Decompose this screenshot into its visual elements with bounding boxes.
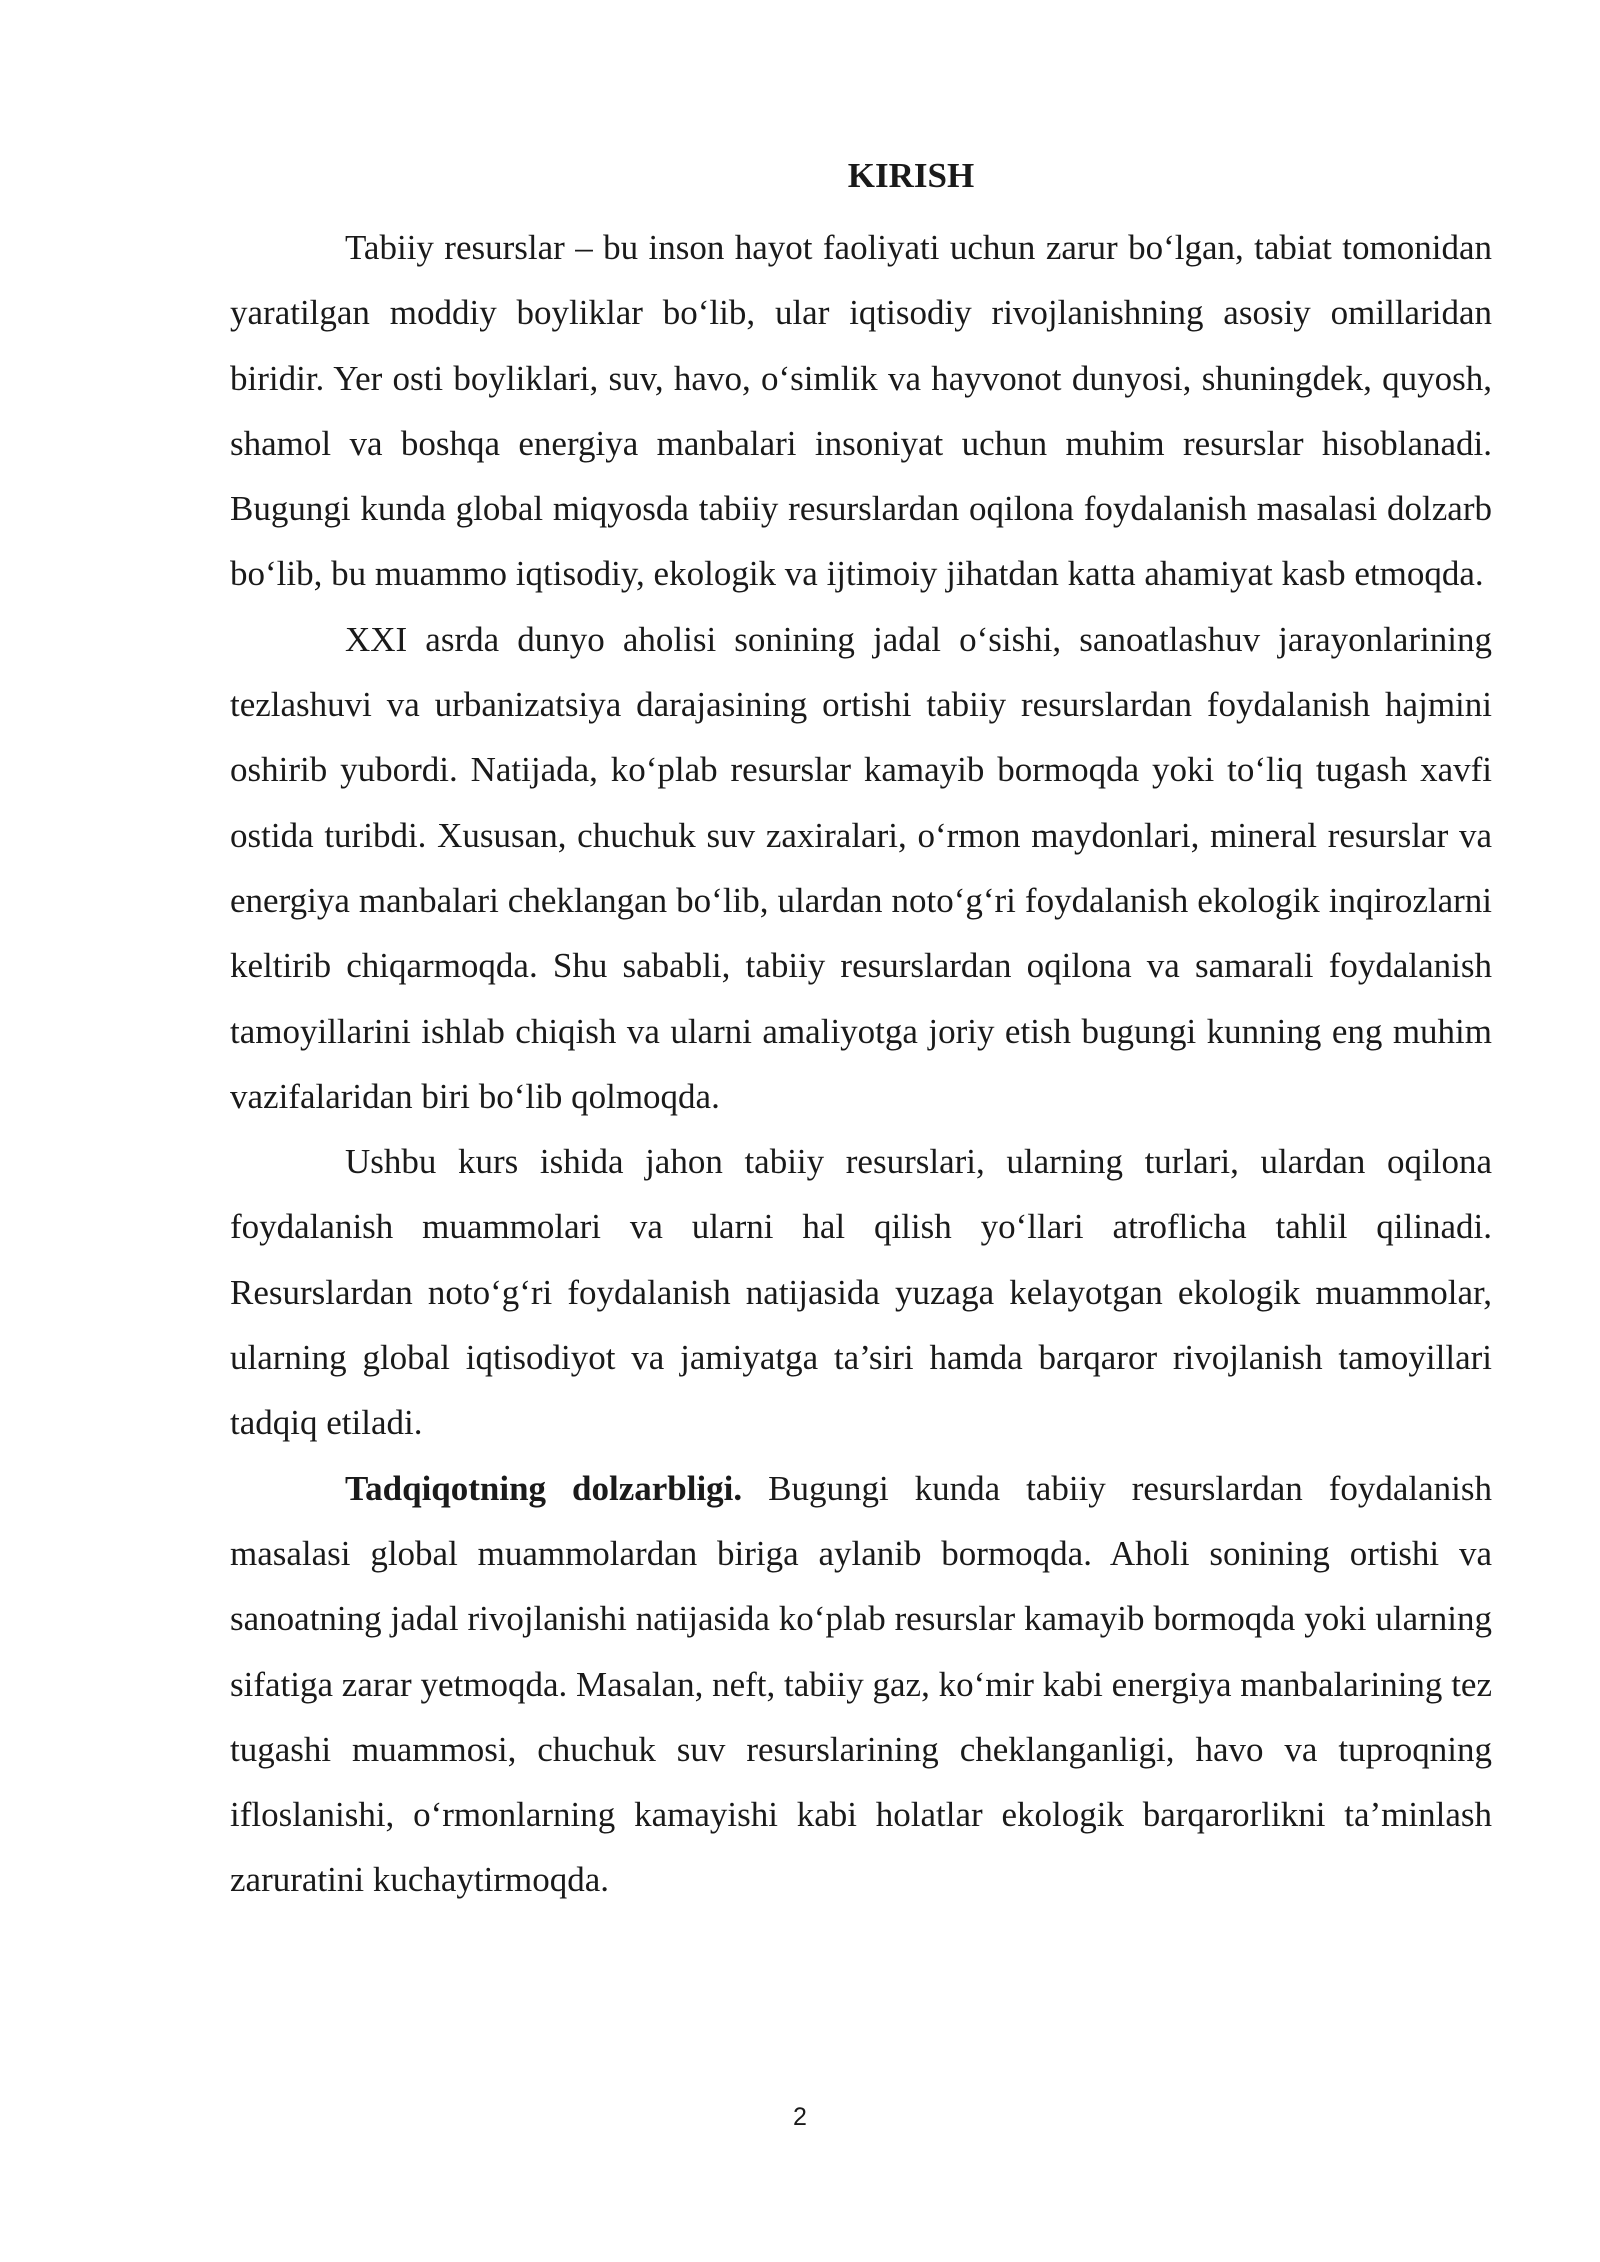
page-content — [230, 150, 1492, 1913]
paragraph-lead-label: Tadqiqotning dolzarbligi. — [345, 1468, 743, 1508]
paragraph-text: Tabiiy resurslar – bu inson hayot faoliyati uchun zarur bo‘lgan, tabiat tomonidan yaratilgan moddiy boyliklar bo‘lib, ular iqtisodiy rivojlanishning asosiy omillaridan biridir. Yer osti boyliklari, suv, havo, o‘simlik va hayvonot dunyosi, shuningdek, quyosh, shamol va boshqa energiya manbalari insoniyat uchun muhim resurslar hisoblanadi. Bugungi kunda global miqyosda tabiiy resurslardan oqilona foydalanish masalasi dolzarb bo‘lib, bu muammo iqtisodiy, ekologik va ijtimoiy jihatdan katta ahamiyat kasb etmoqda. — [230, 228, 1492, 594]
paragraph-text: XXI asrda dunyo aholisi sonining jadal o‘sishi, sanoatlashuv jarayonlarining tezlashuvi va urbanizatsiya darajasining ortishi tabiiy resurslardan foydalanish hajmini oshirib yubordi. Natijada, ko‘plab resurslar kamayib bormoqda yoki to‘liq tugash xavfi ostida turibdi. Xususan, chuchuk suv zaxiralari, o‘rmon maydonlari, mineral resurslar va energiya manbalari cheklangan bo‘lib, ulardan noto‘g‘ri foydalanish ekologik inqirozlarni keltirib chiqarmoqda. Shu sababli, tabiiy resurslardan oqilona va samarali foydalanish tamoyillarini ishlab chiqish va ularni amaliyotga joriy etish bugungi kunning eng muhim vazifalaridan biri bo‘lib qolmoqda. — [230, 619, 1492, 1116]
page-number: 2 — [793, 2103, 807, 2131]
paragraph-intro — [230, 215, 1492, 607]
paragraph-context — [230, 607, 1492, 1129]
paragraph-text: Ushbu kurs ishida jahon tabiiy resurslari, ularning turlari, ulardan oqilona foydalanish muammolari va ularni hal qilish yo‘llari atroflicha tahlil qilinadi. Resurslardan noto‘g‘ri foydalanish natijasida yuzaga kelayotgan ekologik muammolar, ularning global iqtisodiyot va jamiyatga ta’siri hamda barqaror rivojlanish tamoyillari tadqiq etiladi. — [230, 1142, 1492, 1443]
paragraph-scope — [230, 1129, 1492, 1455]
section-heading: KIRISH — [847, 156, 975, 195]
paragraph-relevance — [230, 1456, 1492, 1913]
paragraph-text: Bugungi kunda tabiiy resurslardan foydalanish masalasi global muammolardan biriga aylanib bormoqda. Aholi sonining ortishi va sanoatning jadal rivojlanishi natijasida ko‘plab resurslar kamayib bormoqda yoki ularning sifatiga zarar yetmoqda. Masalan, neft, tabiiy gaz, ko‘mir kabi energiya manbalarining tez tugashi muammosi, chuchuk suv resurslarining cheklanganligi, havo va tuproqning ifloslanishi, o‘rmonlarning kamayishi kabi holatlar ekologik barqarorlikni ta’minlash zaruratini kuchaytirmoqda. — [230, 1468, 1492, 1900]
